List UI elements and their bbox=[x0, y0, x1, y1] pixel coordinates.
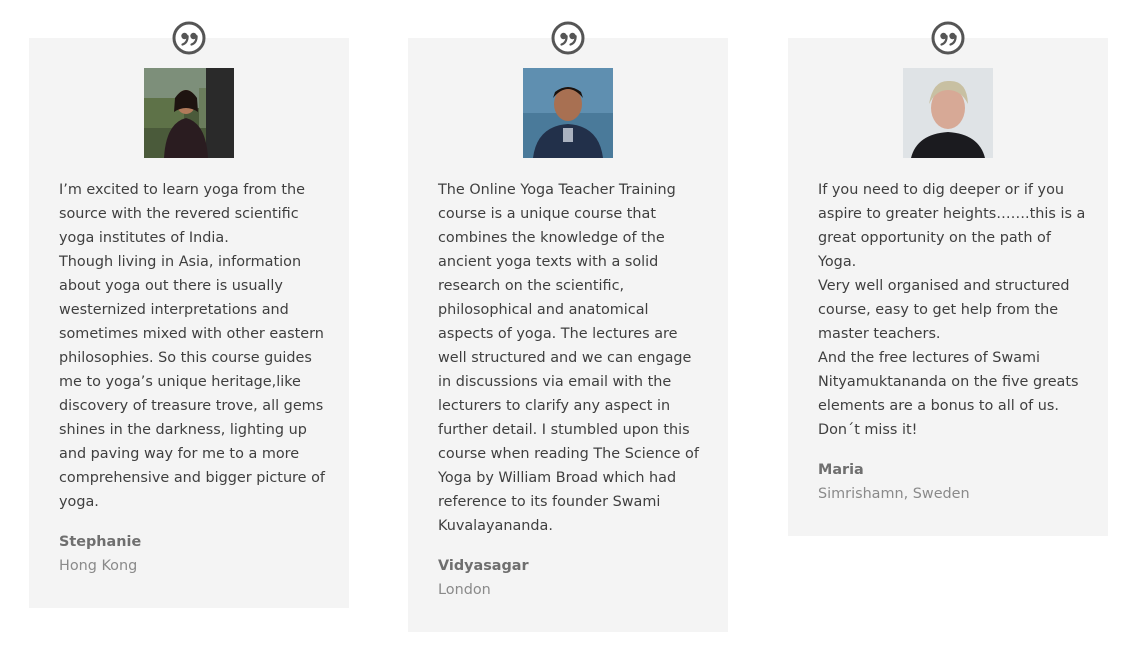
avatar bbox=[144, 68, 234, 158]
author-name: Vidyasagar bbox=[438, 558, 529, 574]
author-name: Stephanie bbox=[59, 534, 142, 550]
testimonial-card-stephanie bbox=[29, 38, 349, 608]
author-location: London bbox=[438, 582, 491, 598]
testimonial-card-vidyasagar bbox=[408, 38, 728, 632]
author-location: Simrishamn, Sweden bbox=[818, 486, 970, 502]
quote-icon bbox=[931, 21, 965, 55]
avatar bbox=[903, 68, 993, 158]
avatar bbox=[523, 68, 613, 158]
testimonial-text: The Online Yoga Teacher Training course is a unique course that combines the knowledge of the ancient yoga texts with a solid research on the scientific, philosophical and anatomical aspects of yoga. The lectures are well structured and we can engage in discussions via email with the lecturers to clarify any aspect in further detail. I stumbled upon this course when reading The Science of Yoga by William Broad which had reference to its founder Swami Kuvalayananda. bbox=[438, 182, 699, 534]
quote-icon bbox=[172, 21, 206, 55]
author-location: Hong Kong bbox=[59, 558, 138, 574]
testimonial-card-maria bbox=[788, 38, 1108, 536]
testimonial-text: If you need to dig deeper or if you aspire to greater heights…….this is a great opportunity on the path of Yoga. Very well organised and structured course, easy to get help from the master teachers. And the free lectures of Swami Nityamuktananda on the five greats elements are a bonus to all of us. Don´t miss it! bbox=[818, 182, 1086, 438]
testimonial-text: I’m excited to learn yoga from the source with the revered scientific yoga institutes of India. Though living in Asia, information about yoga out there is usually westernized interpretations and sometimes mixed with other eastern philosophies. So this course guides me to yoga’s unique heritage,like discovery of treasure trove, all gems shines in the darkness, lighting up and paving way for me to a more comprehensive and bigger picture of yoga. bbox=[59, 182, 325, 510]
author-name: Maria bbox=[818, 462, 864, 478]
quote-icon bbox=[551, 21, 585, 55]
